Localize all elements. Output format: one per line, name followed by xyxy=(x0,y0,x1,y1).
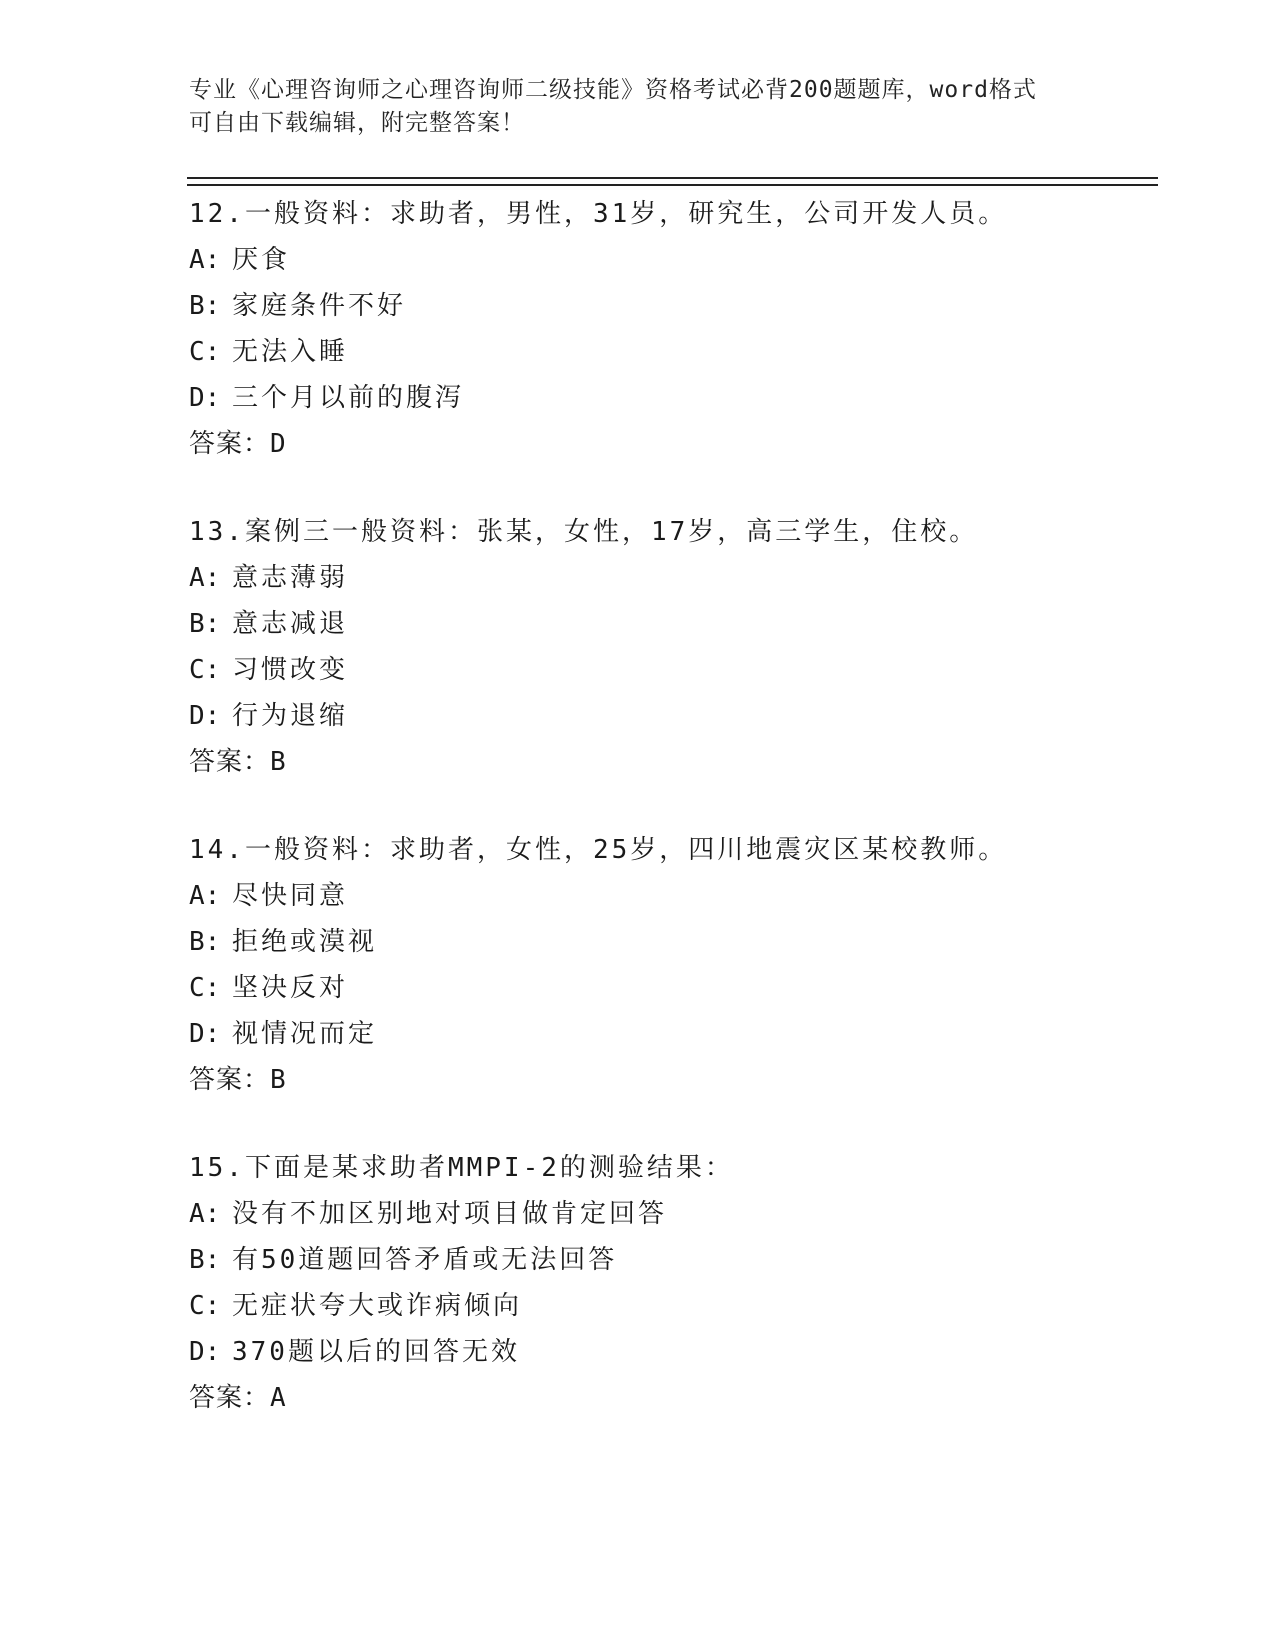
answer: 答案：A xyxy=(189,1383,287,1413)
question-15 xyxy=(189,1145,1149,1421)
option-letter: C: xyxy=(189,655,221,685)
option-letter: B: xyxy=(189,609,221,639)
option-text: 370题以后的回答无效 xyxy=(232,1337,520,1367)
option-text: 习惯改变 xyxy=(232,655,349,685)
question-list xyxy=(189,191,1149,1463)
option-text: 视情况而定 xyxy=(232,1019,378,1049)
option-d xyxy=(189,693,1149,739)
option-c xyxy=(189,647,1149,693)
option-letter: A: xyxy=(189,881,221,911)
option-b xyxy=(189,283,1149,329)
option-letter: D: xyxy=(189,1019,221,1049)
header-divider-top xyxy=(187,177,1158,179)
option-c xyxy=(189,329,1149,375)
option-c xyxy=(189,1283,1149,1329)
question-stem: 14.一般资料：求助者，女性，25岁，四川地震灾区某校教师。 xyxy=(189,835,1008,865)
option-a xyxy=(189,555,1149,601)
option-text: 意志减退 xyxy=(232,609,349,639)
question-12 xyxy=(189,191,1149,467)
option-text: 家庭条件不好 xyxy=(232,291,407,321)
option-text: 无法入睡 xyxy=(232,337,349,367)
option-d xyxy=(189,1011,1149,1057)
option-letter: B: xyxy=(189,1245,221,1275)
option-letter: D: xyxy=(189,383,221,413)
option-letter: B: xyxy=(189,927,221,957)
header-line-2: 可自由下载编辑，附完整答案！ xyxy=(189,110,525,136)
option-b xyxy=(189,1237,1149,1283)
option-text: 没有不加区别地对项目做肯定回答 xyxy=(232,1199,668,1229)
option-text: 意志薄弱 xyxy=(232,563,349,593)
option-text: 厌食 xyxy=(232,245,291,275)
header-line-1: 专业《心理咨询师之心理咨询师二级技能》资格考试必背200题题库，word格式 xyxy=(189,77,1037,103)
option-letter: C: xyxy=(189,973,221,1003)
answer: 答案：B xyxy=(189,747,287,777)
option-letter: A: xyxy=(189,245,221,275)
option-letter: D: xyxy=(189,701,221,731)
option-text: 拒绝或漠视 xyxy=(232,927,378,957)
option-d xyxy=(189,375,1149,421)
option-text: 有50道题回答矛盾或无法回答 xyxy=(232,1245,618,1275)
option-a xyxy=(189,1191,1149,1237)
option-text: 无症状夸大或诈病倾向 xyxy=(232,1291,523,1321)
document-header xyxy=(189,74,1089,140)
option-letter: C: xyxy=(189,1291,221,1321)
option-b xyxy=(189,919,1149,965)
option-letter: B: xyxy=(189,291,221,321)
option-text: 坚决反对 xyxy=(232,973,349,1003)
option-letter: A: xyxy=(189,563,221,593)
question-stem: 13.案例三一般资料：张某，女性，17岁，高三学生，住校。 xyxy=(189,517,979,547)
answer: 答案：D xyxy=(189,429,287,459)
question-13 xyxy=(189,509,1149,785)
option-c xyxy=(189,965,1149,1011)
option-a xyxy=(189,237,1149,283)
option-text: 尽快同意 xyxy=(232,881,349,911)
option-letter: A: xyxy=(189,1199,221,1229)
option-b xyxy=(189,601,1149,647)
answer: 答案：B xyxy=(189,1065,287,1095)
option-letter: D: xyxy=(189,1337,221,1367)
option-letter: C: xyxy=(189,337,221,367)
question-14 xyxy=(189,827,1149,1103)
option-text: 行为退缩 xyxy=(232,701,349,731)
header-divider-bottom xyxy=(187,184,1158,186)
option-a xyxy=(189,873,1149,919)
option-text: 三个月以前的腹泻 xyxy=(232,383,465,413)
question-stem: 12.一般资料：求助者，男性，31岁，研究生，公司开发人员。 xyxy=(189,199,1008,229)
option-d xyxy=(189,1329,1149,1375)
question-stem: 15.下面是某求助者MMPI-2的测验结果： xyxy=(189,1153,734,1183)
